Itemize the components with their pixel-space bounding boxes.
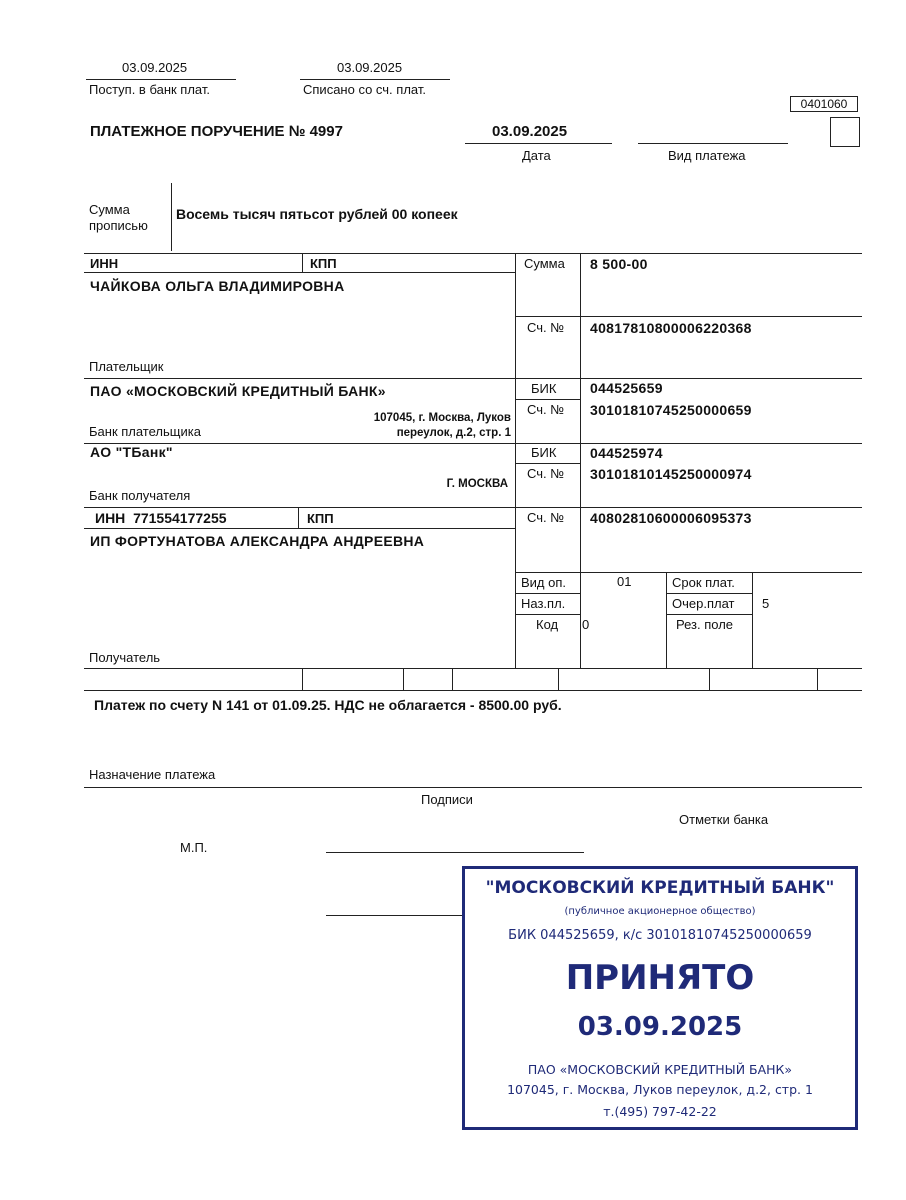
form-code: 0401060 bbox=[790, 96, 858, 112]
payer-account-label: Сч. № bbox=[527, 320, 565, 335]
divider bbox=[516, 463, 580, 464]
purpose-code-label: Наз.пл. bbox=[521, 596, 566, 611]
divider bbox=[84, 528, 516, 529]
received-date: 03.09.2025 bbox=[122, 60, 188, 75]
divider bbox=[171, 183, 172, 251]
payer-bank-account-label: Сч. № bbox=[527, 402, 565, 417]
payee-bank-bik: 044525974 bbox=[590, 445, 663, 461]
divider bbox=[709, 668, 710, 690]
op-type-label: Вид оп. bbox=[521, 575, 567, 590]
divider bbox=[84, 690, 862, 691]
divider bbox=[84, 668, 862, 669]
divider bbox=[666, 614, 752, 615]
stamp-org-form: (публичное акционерное общество) bbox=[564, 906, 756, 917]
debited-date: 03.09.2025 bbox=[337, 60, 403, 75]
order-date: 03.09.2025 bbox=[492, 123, 568, 140]
signatures-label: Подписи bbox=[421, 792, 473, 807]
date-label: Дата bbox=[522, 148, 551, 163]
received-label: Поступ. в банк плат. bbox=[89, 82, 211, 97]
payer-account: 40817810800006220368 bbox=[590, 320, 752, 336]
stamp-date: 03.09.2025 bbox=[577, 1012, 743, 1042]
divider bbox=[666, 572, 667, 668]
divider bbox=[516, 614, 580, 615]
seal-label: М.П. bbox=[180, 840, 208, 855]
debited-label: Списано со сч. плат. bbox=[303, 82, 426, 97]
payer-bank-role-label: Банк плательщика bbox=[89, 424, 201, 439]
stamp-bank-name: "МОСКОВСКИЙ КРЕДИТНЫЙ БАНК" bbox=[485, 878, 835, 898]
divider bbox=[302, 668, 303, 690]
divider bbox=[302, 253, 303, 272]
reserve-label: Рез. поле bbox=[676, 617, 734, 632]
divider bbox=[84, 378, 862, 379]
signature-line bbox=[326, 852, 584, 853]
divider bbox=[817, 668, 818, 690]
payer-bank-address: 107045, г. Москва, Луков переулок, д.2, стр. 1 bbox=[373, 412, 511, 439]
payee-account: 40802810600006095373 bbox=[590, 510, 752, 526]
payer-name: ЧАЙКОВА ОЛЬГА ВЛАДИМИРОВНА bbox=[90, 278, 345, 294]
payer-bank-bik: 044525659 bbox=[590, 380, 663, 396]
signature-line bbox=[326, 915, 462, 916]
payee-bank-account-label: Сч. № bbox=[527, 466, 565, 481]
amount-words-label: Сумма прописью bbox=[89, 202, 148, 233]
divider bbox=[752, 572, 753, 668]
stamp-bik-line: БИК 044525659, к/с 30101810745250000659 bbox=[508, 928, 812, 943]
divider bbox=[558, 668, 559, 690]
page-title: ПЛАТЕЖНОЕ ПОРУЧЕНИЕ № 4997 bbox=[90, 123, 343, 140]
payer-inn-label: ИНН bbox=[90, 256, 119, 271]
sum-value: 8 500-00 bbox=[590, 256, 648, 272]
divider bbox=[84, 787, 862, 788]
payer-kpp-label: КПП bbox=[310, 256, 337, 271]
sum-label: Сумма bbox=[524, 256, 565, 271]
payer-bank-name: ПАО «МОСКОВСКИЙ КРЕДИТНЫЙ БАНК» bbox=[90, 383, 386, 399]
divider bbox=[86, 79, 236, 80]
stamp-phone: т.(495) 797-42-22 bbox=[603, 1104, 717, 1119]
divider bbox=[452, 668, 453, 690]
divider bbox=[465, 143, 612, 144]
payment-type-label: Вид платежа bbox=[668, 148, 746, 163]
payee-bank-city: Г. МОСКВА bbox=[446, 478, 508, 490]
divider bbox=[84, 253, 862, 254]
divider bbox=[300, 79, 450, 80]
payee-account-label: Сч. № bbox=[527, 510, 565, 525]
divider bbox=[516, 572, 862, 573]
amount-words: Восемь тысяч пятьсот рублей 00 копеек bbox=[176, 206, 458, 222]
payee-name: ИП ФОРТУНАТОВА АЛЕКСАНДРА АНДРЕЕВНА bbox=[90, 533, 425, 549]
code-label: Код bbox=[536, 617, 559, 632]
divider bbox=[84, 272, 516, 273]
payee-bank-account: 30101810145250000974 bbox=[590, 466, 752, 482]
divider bbox=[666, 593, 752, 594]
divider bbox=[84, 443, 862, 444]
payee-bank-bik-label: БИК bbox=[531, 445, 557, 460]
payer-bank-account: 30101810745250000659 bbox=[590, 402, 752, 418]
bank-marks-label: Отметки банка bbox=[679, 812, 769, 827]
bank-stamp bbox=[462, 866, 858, 1130]
divider bbox=[84, 507, 862, 508]
payee-bank-name: АО "ТБанк" bbox=[90, 444, 173, 460]
divider bbox=[298, 507, 299, 528]
op-type-value: 01 bbox=[617, 574, 632, 589]
purpose-label: Назначение платежа bbox=[89, 767, 216, 782]
priority-value: 5 bbox=[762, 596, 770, 611]
payee-role-label: Получатель bbox=[89, 650, 161, 665]
divider bbox=[516, 593, 580, 594]
stamp-address: 107045, г. Москва, Луков переулок, д.2, стр. 1 bbox=[507, 1082, 813, 1097]
payer-role-label: Плательщик bbox=[89, 359, 164, 374]
divider bbox=[403, 668, 404, 690]
purpose-text: Платеж по счету N 141 от 01.09.25. НДС не облагается - 8500.00 руб. bbox=[94, 697, 562, 713]
priority-label: Очер.плат bbox=[672, 596, 735, 611]
payer-bank-bik-label: БИК bbox=[531, 381, 557, 396]
due-label: Срок плат. bbox=[672, 575, 735, 590]
stamp-bank-full-name: ПАО «МОСКОВСКИЙ КРЕДИТНЫЙ БАНК» bbox=[527, 1062, 793, 1077]
divider bbox=[516, 399, 580, 400]
divider bbox=[516, 316, 862, 317]
payee-kpp-label: КПП bbox=[307, 511, 334, 526]
stamp-status: ПРИНЯТО bbox=[565, 958, 755, 998]
code-value: 0 bbox=[582, 617, 590, 632]
status-box bbox=[830, 117, 860, 147]
divider bbox=[638, 143, 788, 144]
payee-bank-role-label: Банк получателя bbox=[89, 488, 191, 503]
payee-inn: ИНН 771554177255 bbox=[95, 510, 227, 526]
